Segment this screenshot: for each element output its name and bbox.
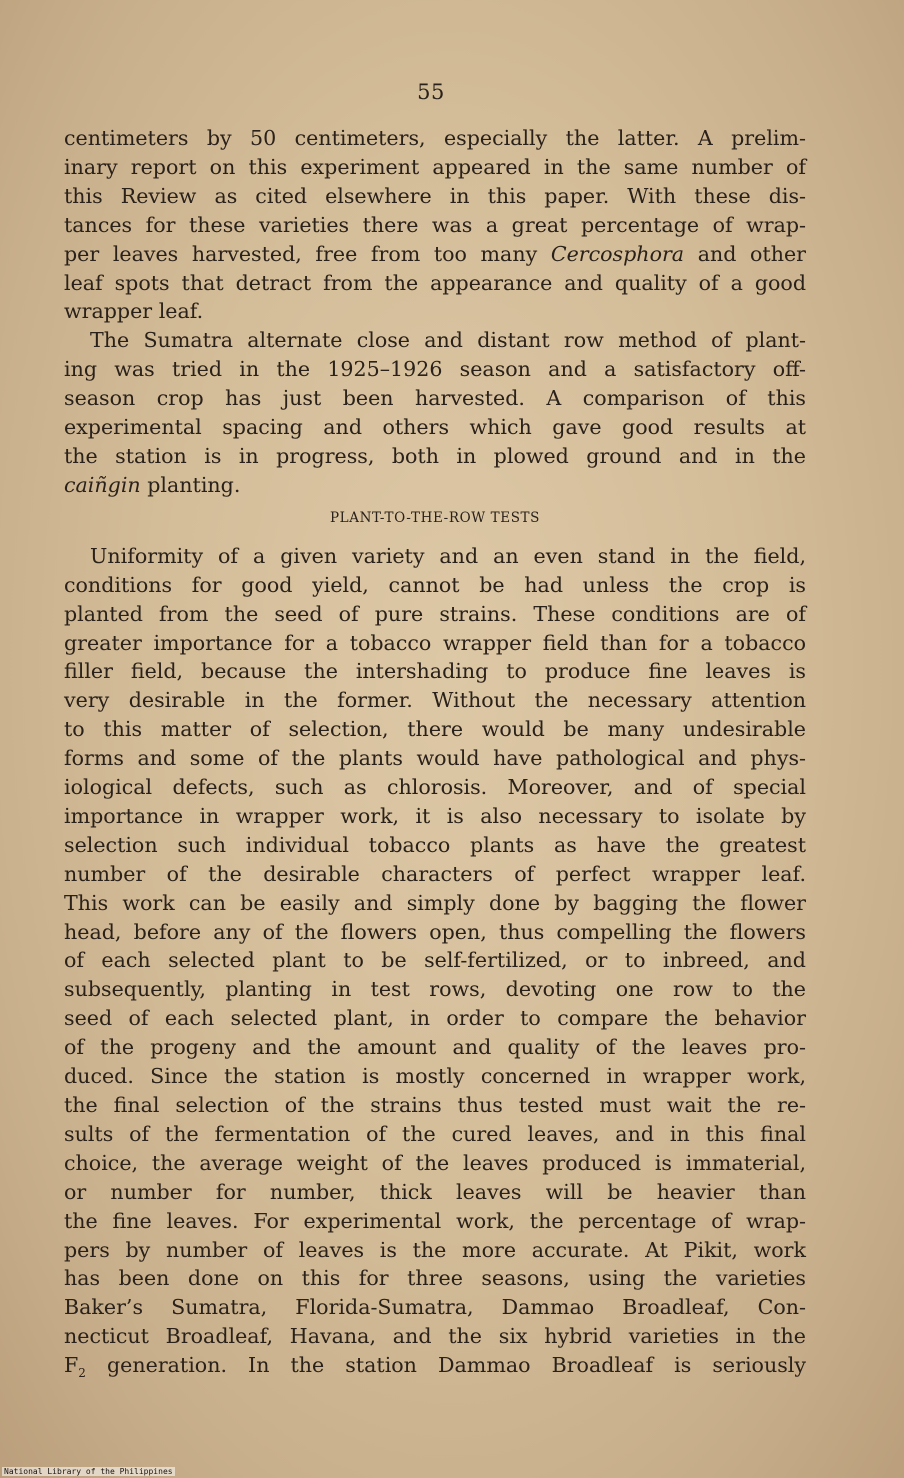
text-line: inary report on this experiment appeared in the same number of (64, 154, 806, 179)
text-line: ing was tried in the 1925–1926 season and a satisfactory off- (64, 357, 806, 382)
text-fragment: and other (684, 241, 806, 266)
text-line: selection such individual tobacco plants as have the greatest (64, 832, 806, 857)
text-line: necticut Broadleaf, Havana, and the six hybrid varieties in the (64, 1324, 806, 1349)
text-line: Baker’s Sumatra, Florida-Sumatra, Dammao Broadleaf, Con- (64, 1295, 806, 1320)
text-fragment: per leaves harvested, free from too many (64, 241, 551, 266)
text-line: greater importance for a tobacco wrapper field than for a tobacco (64, 630, 806, 655)
text-line: wrapper leaf. (64, 299, 204, 324)
text-line: filler field, because the intershading to produce fine leaves is (64, 659, 806, 684)
text-line: The Sumatra alternate close and distant row method of plant- (90, 328, 806, 353)
text-fragment: generation. In the station Dammao Broadleaf is seriously (85, 1353, 806, 1378)
paragraph-sumatra-method (64, 326, 806, 499)
text-line: planted from the seed of pure strains. These conditions are of (64, 601, 806, 626)
text-line: season crop has just been harvested. A comparison of this (64, 386, 806, 411)
text-line: forms and some of the plants would have pathological and phys- (64, 746, 806, 771)
page-number: 55 (417, 80, 445, 104)
text-line: number of the desirable characters of perfect wrapper leaf. (64, 861, 806, 886)
text-line: This work can be easily and simply done by bagging the flower (64, 890, 806, 915)
text-line: the station is in progress, both in plowed ground and in the (64, 443, 806, 468)
text-line: the final selection of the strains thus tested must wait the re- (64, 1093, 806, 1117)
text-fragment: F (64, 1353, 79, 1378)
text-line: choice, the average weight of the leaves produced is immaterial, (64, 1150, 806, 1175)
text-line: sults of the fermentation of the cured leaves, and in this final (64, 1121, 806, 1146)
body-text (64, 124, 806, 1388)
text-line: duced. Since the station is mostly concerned in wrapper work, (64, 1064, 806, 1089)
species-name: Cercosphora (550, 241, 685, 266)
text-line: of the progeny and the amount and quality of the leaves pro- (64, 1035, 806, 1060)
text-line: or number for number, thick leaves will be heavier than (64, 1179, 806, 1204)
text-line (64, 471, 806, 500)
text-line: the fine leaves. For experimental work, the percentage of wrap- (64, 1208, 806, 1233)
text-line: iological defects, such as chlorosis. Moreover, and of special (64, 775, 806, 800)
text-line: centimeters by 50 centimeters, especially the latter. A prelim- (64, 126, 806, 150)
library-credit: National Library of the Philippines (4, 1467, 173, 1476)
text-line: Uniformity of a given variety and an even stand in the field, (90, 543, 806, 568)
paragraph-plant-to-row (64, 542, 806, 1388)
paragraph-spacing-results (64, 124, 806, 326)
text-line (64, 1351, 806, 1388)
text-line: pers by number of leaves is the more accurate. At Pikit, work (64, 1237, 806, 1262)
text-line: conditions for good yield, cannot be had unless the crop is (64, 572, 806, 597)
text-line: experimental spacing and others which gave good results at (64, 415, 806, 440)
text-line: tances for these varieties there was a great percentage of wrap- (64, 212, 806, 237)
text-line: very desirable in the former. Without the necessary attention (64, 688, 806, 713)
text-line: leaf spots that detract from the appearance and quality of a good (64, 270, 806, 295)
text-line (64, 240, 806, 269)
section-heading: PLANT-TO-THE-ROW TESTS (329, 509, 540, 526)
term-caingin: caiñgin (64, 472, 141, 497)
text-line: head, before any of the flowers open, thus compelling the flowers (64, 919, 806, 944)
text-line: to this matter of selection, there would be many undesirable (64, 717, 806, 742)
text-line: of each selected plant to be self-fertilized, or to inbreed, and (64, 948, 806, 973)
text-line: subsequently, planting in test rows, devoting one row to the (64, 977, 806, 1002)
text-line: this Review as cited elsewhere in this paper. With these dis- (64, 183, 806, 208)
text-line: has been done on this for three seasons, using the varieties (64, 1266, 806, 1291)
text-line: seed of each selected plant, in order to compare the behavior (64, 1006, 806, 1031)
text-fragment: planting. (140, 472, 241, 497)
generation-subscript: 2 (78, 1366, 86, 1381)
text-line: importance in wrapper work, it is also necessary to isolate by (64, 803, 806, 828)
